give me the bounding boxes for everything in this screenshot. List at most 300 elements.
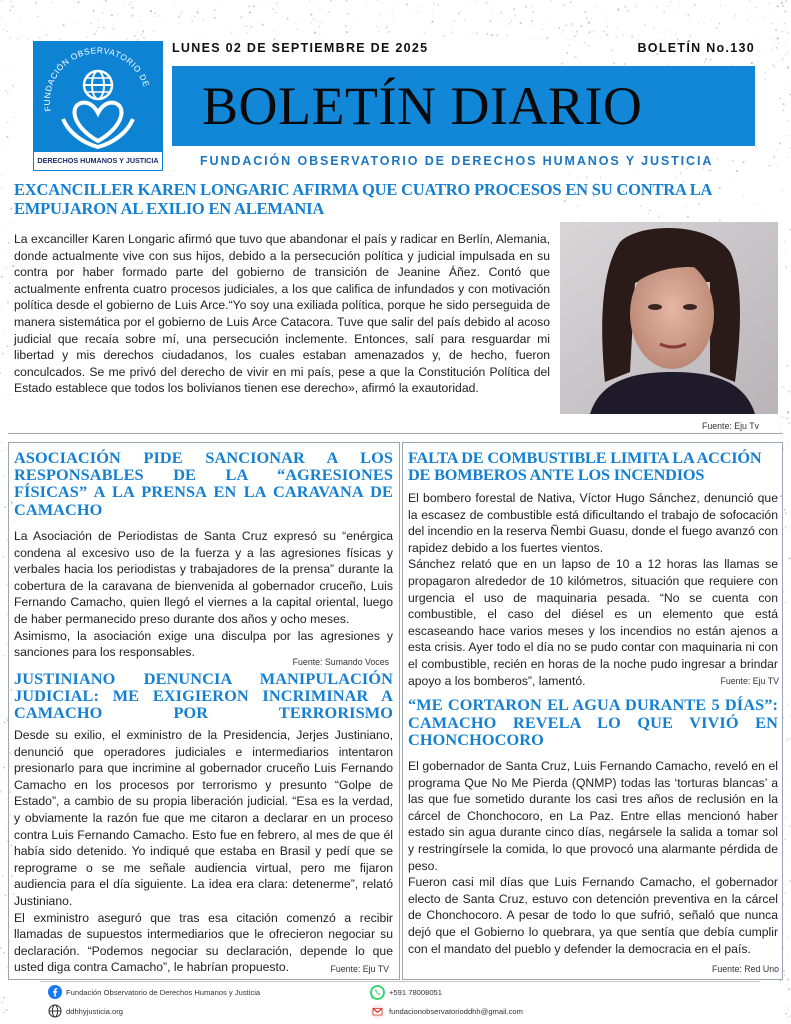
texture-speck	[529, 24, 531, 26]
texture-speck	[568, 173, 569, 174]
texture-speck	[694, 4, 696, 6]
texture-speck	[6, 799, 7, 800]
texture-speck	[772, 38, 773, 39]
texture-speck	[679, 5, 680, 6]
texture-speck	[616, 36, 617, 37]
texture-speck	[588, 45, 590, 47]
texture-speck	[489, 21, 490, 22]
texture-speck	[777, 37, 779, 39]
texture-speck	[540, 39, 541, 40]
texture-speck	[105, 0, 107, 1]
article-3-paragraph: Desde su exilio, el exministro de la Presidencia, Jerjes Justiniano, denunció que operadores judiciales e intermediarios intentaron presionarlo para que incrimine al gobernador cruceño Luis Fernando Camacho en los procesos por terrorismo y presunto “Golpe de Estado”, a cambio de su propia liberación judicial. “Esa es la verdad, y obviamente la razón fue que me citaron a declarar en un proceso contra Luis Fernando Camacho. Esto fue en febrero, al mes de que él había sido detenido. Yo indiqué que estaba en Brasil y pedí que se reprograme o se me señale audiencia virtual, pero me fijaron audiencia para el día siguiente. La idea era clara: detenerme”, relató Justiniano.	[14, 728, 393, 908]
texture-speck	[0, 25, 1, 26]
texture-speck	[496, 34, 498, 36]
texture-speck	[10, 223, 11, 224]
texture-speck	[787, 66, 789, 68]
texture-speck	[785, 698, 786, 699]
texture-speck	[5, 492, 6, 493]
texture-speck	[2, 174, 4, 176]
texture-speck	[786, 1007, 787, 1008]
article-3-body	[14, 727, 393, 976]
texture-speck	[788, 135, 789, 136]
texture-speck	[736, 170, 738, 172]
texture-speck	[317, 20, 318, 21]
texture-speck	[784, 68, 785, 69]
texture-speck	[768, 2, 770, 4]
texture-speck	[775, 29, 777, 31]
texture-speck	[787, 1017, 789, 1019]
texture-speck	[197, 36, 198, 37]
texture-speck	[38, 36, 40, 38]
texture-speck	[779, 980, 781, 982]
texture-speck	[665, 30, 667, 32]
texture-speck	[565, 25, 567, 27]
texture-speck	[604, 15, 605, 16]
texture-speck	[716, 27, 718, 29]
footer-facebook[interactable]	[48, 985, 260, 999]
texture-speck	[9, 394, 11, 396]
texture-speck	[118, 13, 119, 14]
texture-speck	[129, 4, 130, 5]
texture-speck	[486, 2, 488, 4]
texture-speck	[785, 817, 786, 818]
texture-speck	[611, 49, 613, 51]
texture-speck	[143, 37, 145, 39]
texture-speck	[423, 34, 424, 35]
texture-speck	[59, 38, 61, 40]
texture-speck	[0, 372, 1, 374]
texture-speck	[773, 39, 775, 41]
texture-speck	[46, 27, 47, 28]
texture-speck	[575, 56, 577, 58]
texture-speck	[786, 139, 787, 140]
texture-speck	[392, 17, 394, 19]
texture-speck	[93, 33, 95, 35]
texture-speck	[580, 25, 582, 27]
texture-speck	[693, 56, 694, 57]
texture-speck	[259, 22, 260, 23]
texture-speck	[550, 16, 551, 17]
texture-speck	[788, 422, 790, 424]
texture-speck	[622, 34, 623, 35]
texture-speck	[513, 8, 515, 10]
texture-speck	[784, 397, 785, 398]
texture-speck	[719, 39, 720, 40]
texture-speck	[655, 1, 656, 2]
texture-speck	[593, 31, 595, 33]
karen-longaric-photo	[560, 222, 778, 414]
texture-speck	[403, 9, 404, 10]
texture-speck	[318, 25, 320, 27]
texture-speck	[274, 30, 275, 31]
texture-speck	[148, 24, 149, 25]
texture-speck	[5, 394, 6, 395]
texture-speck	[77, 1, 79, 3]
texture-speck	[788, 952, 789, 953]
texture-speck	[769, 165, 770, 166]
texture-speck	[354, 20, 355, 21]
texture-speck	[278, 8, 279, 9]
texture-speck	[3, 332, 5, 334]
texture-speck	[636, 5, 637, 6]
texture-speck	[667, 6, 669, 8]
texture-speck	[131, 17, 132, 18]
texture-speck	[220, 17, 221, 18]
texture-speck	[13, 117, 14, 118]
texture-speck	[100, 1, 101, 2]
texture-speck	[208, 28, 209, 29]
texture-speck	[10, 275, 11, 276]
texture-speck	[465, 19, 466, 20]
texture-speck	[213, 9, 215, 11]
texture-speck	[780, 23, 781, 24]
texture-speck	[571, 22, 573, 24]
texture-speck	[17, 38, 18, 39]
texture-speck	[6, 30, 8, 32]
texture-speck	[765, 72, 766, 73]
footer-whatsapp[interactable]	[370, 985, 442, 1000]
texture-speck	[158, 15, 160, 17]
texture-speck	[7, 121, 9, 123]
texture-speck	[5, 230, 6, 231]
texture-speck	[775, 149, 776, 150]
texture-speck	[638, 39, 639, 40]
texture-speck	[778, 42, 780, 44]
texture-speck	[392, 10, 393, 11]
texture-speck	[684, 12, 685, 13]
texture-speck	[593, 7, 594, 8]
texture-speck	[388, 31, 390, 33]
texture-speck	[139, 5, 140, 6]
texture-speck	[783, 717, 785, 719]
texture-speck	[432, 13, 433, 14]
texture-speck	[780, 398, 781, 399]
texture-speck	[789, 825, 791, 827]
texture-speck	[365, 3, 366, 4]
texture-speck	[3, 952, 5, 954]
texture-speck	[617, 27, 618, 28]
texture-speck	[786, 89, 787, 90]
texture-speck	[770, 10, 771, 11]
texture-speck	[1, 276, 3, 278]
texture-speck	[102, 12, 104, 14]
texture-speck	[787, 120, 789, 122]
texture-speck	[35, 1, 37, 3]
texture-speck	[0, 251, 1, 252]
texture-speck	[781, 361, 782, 362]
texture-speck	[708, 169, 710, 171]
texture-speck	[513, 10, 514, 11]
texture-speck	[250, 26, 252, 28]
texture-speck	[751, 62, 753, 64]
texture-speck	[386, 11, 387, 12]
texture-speck	[86, 36, 88, 38]
texture-speck	[784, 839, 786, 841]
texture-speck	[532, 11, 534, 13]
texture-speck	[624, 63, 626, 65]
texture-speck	[93, 10, 95, 12]
texture-speck	[780, 60, 781, 61]
texture-speck	[782, 58, 784, 60]
texture-speck	[7, 136, 8, 137]
texture-speck	[5, 90, 7, 92]
texture-speck	[3, 265, 4, 266]
texture-speck	[749, 0, 750, 1]
texture-speck	[0, 947, 2, 949]
texture-speck	[773, 156, 775, 158]
texture-speck	[542, 29, 543, 30]
texture-speck	[194, 16, 195, 17]
texture-speck	[358, 30, 359, 31]
texture-speck	[117, 15, 118, 16]
texture-speck	[755, 7, 756, 8]
texture-speck	[574, 56, 576, 58]
texture-speck	[577, 178, 578, 179]
texture-speck	[783, 970, 785, 972]
texture-speck	[486, 33, 488, 35]
texture-speck	[657, 6, 658, 7]
texture-speck	[378, 16, 379, 17]
texture-speck	[776, 47, 778, 49]
texture-speck	[264, 5, 265, 6]
texture-speck	[52, 2, 53, 3]
texture-speck	[5, 805, 6, 806]
texture-speck	[789, 92, 790, 93]
texture-speck	[272, 8, 274, 10]
texture-speck	[783, 821, 784, 822]
texture-speck	[437, 4, 439, 6]
texture-speck	[784, 241, 786, 243]
texture-speck	[782, 109, 784, 111]
texture-speck	[633, 172, 634, 173]
texture-speck	[130, 1, 131, 2]
texture-speck	[586, 17, 588, 19]
texture-speck	[785, 1013, 787, 1015]
article-4-body	[408, 490, 778, 689]
texture-speck	[0, 790, 1, 791]
article-2-body	[14, 528, 393, 661]
texture-speck	[140, 34, 141, 35]
texture-speck	[550, 0, 552, 2]
texture-speck	[747, 20, 748, 21]
texture-speck	[588, 22, 590, 24]
foundation-logo	[33, 41, 163, 171]
texture-speck	[2, 875, 4, 877]
texture-speck	[602, 41, 603, 42]
texture-speck	[784, 892, 786, 894]
texture-speck	[1, 777, 2, 778]
texture-speck	[784, 829, 785, 830]
texture-speck	[231, 32, 232, 33]
texture-speck	[378, 0, 379, 1]
texture-speck	[627, 35, 628, 36]
footer-website-text: ddhhyjusticia.org	[66, 1006, 123, 1016]
texture-speck	[491, 34, 493, 36]
texture-speck	[785, 512, 787, 514]
texture-speck	[418, 10, 419, 11]
texture-speck	[166, 19, 167, 20]
texture-speck	[306, 6, 307, 7]
texture-speck	[207, 37, 208, 38]
texture-speck	[782, 417, 783, 418]
texture-speck	[149, 6, 150, 7]
texture-speck	[391, 12, 392, 13]
texture-speck	[123, 5, 124, 6]
texture-speck	[12, 31, 13, 32]
texture-speck	[363, 7, 364, 8]
texture-speck	[734, 14, 736, 16]
texture-speck	[756, 146, 758, 148]
texture-speck	[785, 526, 786, 527]
texture-speck	[309, 0, 311, 2]
texture-speck	[139, 21, 140, 22]
footer-website[interactable]	[48, 1004, 123, 1018]
texture-speck	[732, 160, 734, 162]
texture-speck	[472, 32, 473, 33]
texture-speck	[617, 8, 619, 10]
texture-speck	[624, 6, 626, 8]
texture-speck	[567, 39, 568, 40]
bulletin-title: BOLETÍN DIARIO	[202, 76, 643, 136]
facebook-icon	[48, 985, 62, 999]
texture-speck	[591, 19, 592, 20]
texture-speck	[71, 20, 72, 21]
texture-speck	[3, 70, 4, 71]
texture-speck	[260, 4, 261, 5]
logo-emblem-icon	[33, 41, 163, 153]
texture-speck	[773, 20, 774, 21]
texture-speck	[782, 386, 784, 388]
texture-speck	[784, 974, 786, 976]
texture-speck	[786, 417, 788, 419]
texture-speck	[326, 38, 327, 39]
texture-speck	[5, 25, 6, 26]
footer-email[interactable]	[370, 1004, 523, 1019]
texture-speck	[784, 884, 785, 885]
texture-speck	[750, 23, 751, 24]
texture-speck	[3, 767, 5, 769]
texture-speck	[772, 14, 773, 15]
texture-speck	[764, 79, 765, 80]
texture-speck	[378, 31, 379, 32]
texture-speck	[131, 7, 133, 9]
texture-speck	[4, 506, 6, 508]
texture-speck	[0, 306, 1, 307]
whatsapp-icon	[370, 985, 385, 1000]
texture-speck	[690, 35, 692, 37]
texture-speck	[12, 6, 14, 8]
texture-speck	[787, 979, 789, 981]
texture-speck	[7, 301, 9, 303]
texture-speck	[724, 7, 725, 8]
issue-date: LUNES 02 DE SEPTIEMBRE DE 2025	[172, 41, 429, 55]
texture-speck	[509, 23, 511, 25]
article-4-paragraph: El bombero forestal de Nativa, Víctor Hugo Sánchez, denunció que la escasez de combustible está dificultando el trabajo de sofocación del incendio en la reserva Ñembi Guasu, donde el fuego avanzó con rapidez debido a los fuertes vientos.	[408, 491, 778, 555]
texture-speck	[786, 739, 788, 741]
texture-speck	[1, 307, 2, 308]
texture-speck	[476, 32, 478, 34]
texture-speck	[134, 35, 136, 37]
texture-speck	[5, 1009, 7, 1011]
texture-speck	[6, 524, 7, 525]
texture-speck	[680, 172, 682, 174]
texture-speck	[787, 442, 788, 443]
texture-speck	[781, 302, 782, 303]
texture-speck	[345, 25, 347, 27]
article-5-paragraph: Fueron casi mil días que Luis Fernando Camacho, el gobernador electo de Santa Cruz, estuvo con detención preventiva en la cárcel de Chonchocoro. A pesar de todo lo que sufrió, señaló que nunca dejó que el Gobierno lo quebrara, ya que sentía que debía cumplir con el mandato del pueblo y defender la democracia en el país.	[408, 875, 778, 956]
texture-speck	[9, 10, 11, 12]
texture-speck	[675, 33, 677, 35]
texture-speck	[531, 6, 533, 8]
texture-speck	[150, 12, 151, 13]
texture-speck	[320, 8, 321, 9]
article-2-paragraph: Asimismo, la asociación exige una disculpa por las agresiones y sanciones para los responsables.	[14, 628, 393, 660]
texture-speck	[382, 2, 383, 3]
texture-speck	[9, 139, 10, 140]
texture-speck	[733, 17, 735, 19]
texture-speck	[3, 19, 4, 20]
texture-speck	[783, 103, 785, 105]
texture-speck	[784, 10, 786, 12]
texture-speck	[787, 411, 789, 413]
texture-speck	[664, 33, 665, 34]
texture-speck	[425, 24, 426, 25]
texture-speck	[295, 23, 296, 24]
texture-speck	[142, 30, 144, 32]
texture-speck	[705, 58, 707, 60]
texture-speck	[10, 207, 12, 209]
texture-speck	[376, 25, 378, 27]
texture-speck	[698, 22, 699, 23]
texture-speck	[625, 31, 626, 32]
texture-speck	[45, 34, 47, 36]
texture-speck	[248, 5, 250, 7]
texture-speck	[310, 13, 312, 15]
texture-speck	[732, 177, 733, 178]
texture-speck	[214, 17, 216, 19]
texture-speck	[606, 34, 608, 36]
texture-speck	[117, 6, 118, 7]
texture-speck	[431, 21, 433, 23]
texture-speck	[781, 0, 782, 1]
texture-speck	[3, 735, 4, 736]
texture-speck	[718, 23, 720, 25]
texture-speck	[506, 35, 508, 37]
texture-speck	[759, 17, 760, 18]
texture-speck	[476, 1, 477, 2]
texture-speck	[152, 33, 153, 34]
texture-speck	[176, 36, 177, 37]
texture-speck	[785, 266, 787, 268]
texture-speck	[3, 997, 5, 999]
article-4-headline: FALTA DE COMBUSTIBLE LIMITA LA ACCIÓN DE BOMBEROS ANTE LOS INCENDIOS	[408, 448, 762, 485]
texture-speck	[443, 35, 445, 37]
texture-speck	[2, 29, 4, 31]
texture-speck	[635, 6, 637, 8]
texture-speck	[6, 449, 7, 450]
texture-speck	[458, 13, 460, 15]
texture-speck	[63, 24, 64, 25]
texture-speck	[432, 21, 434, 23]
texture-speck	[704, 61, 705, 62]
texture-speck	[787, 52, 788, 53]
texture-speck	[117, 23, 118, 24]
texture-speck	[192, 20, 193, 21]
article-5-body	[408, 758, 778, 957]
texture-speck	[525, 5, 527, 7]
texture-speck	[717, 158, 718, 159]
texture-speck	[779, 142, 781, 144]
